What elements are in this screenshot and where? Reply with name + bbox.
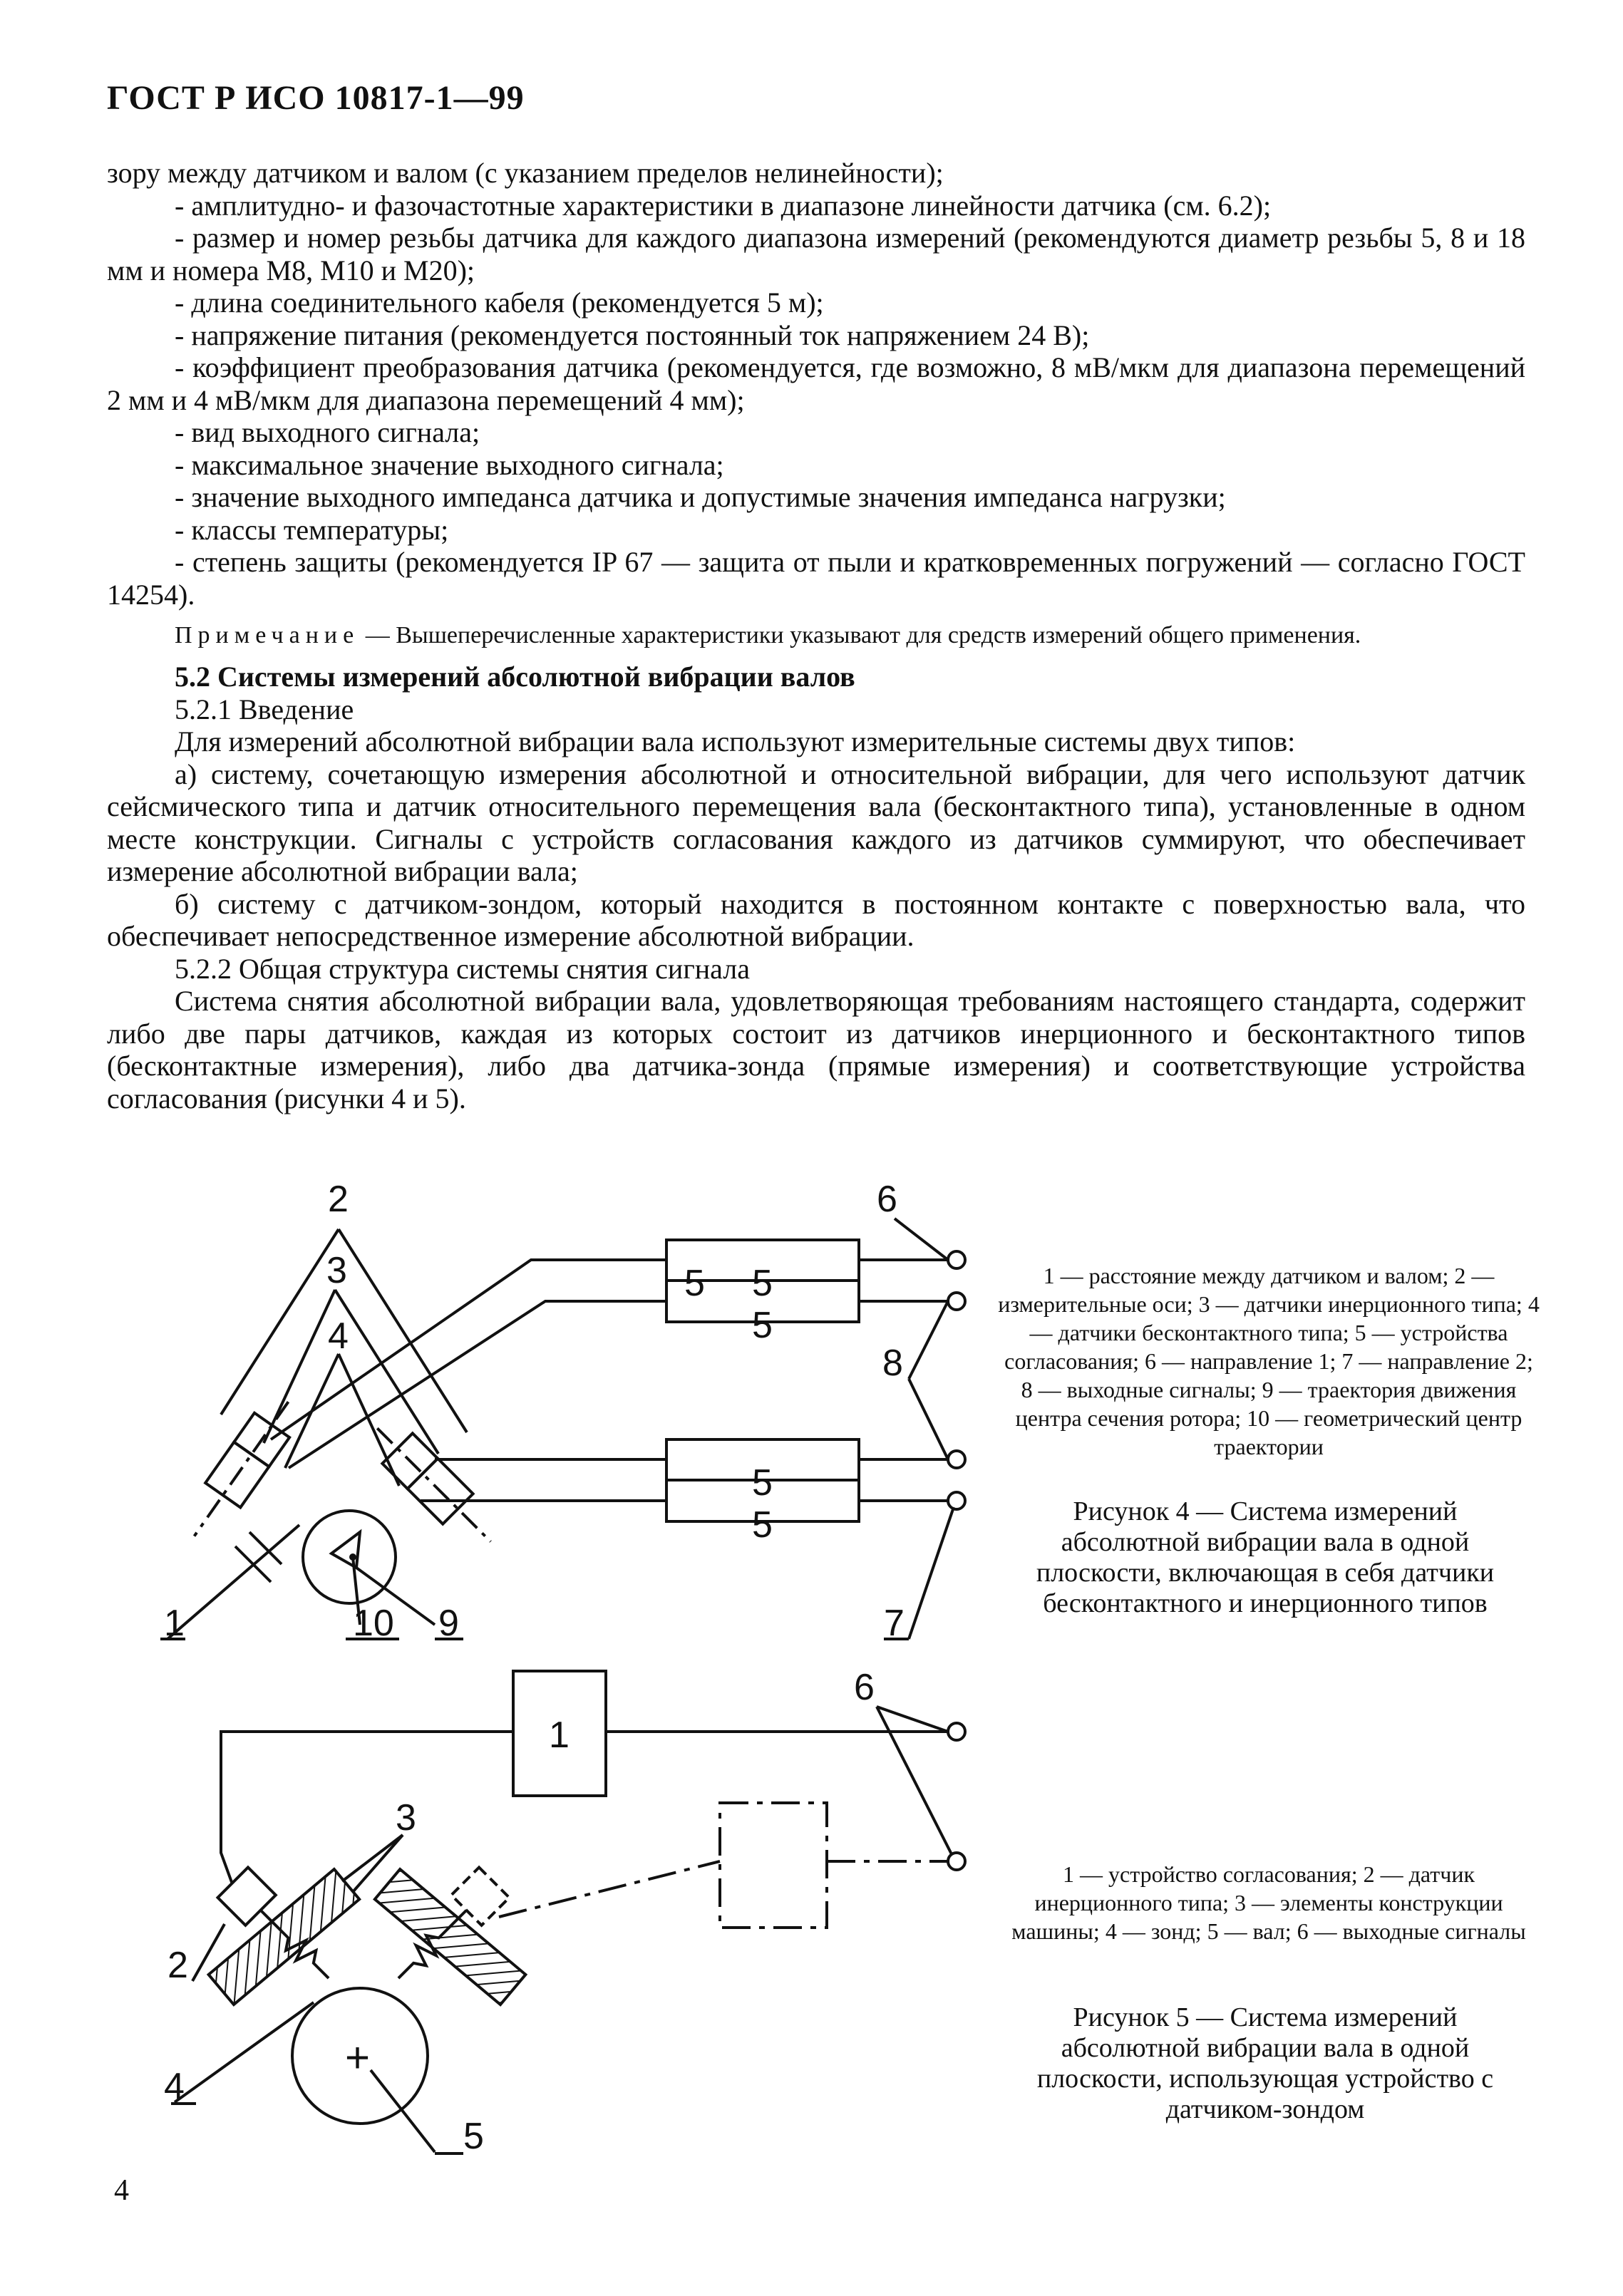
list-item: - вид выходного сигнала; <box>175 416 480 448</box>
label-5: 5 <box>752 1263 773 1304</box>
label-2: 2 <box>328 1179 349 1220</box>
paragraph: Для измерений абсолютной вибрации вала используют измерительные системы двух типов: <box>175 725 1296 757</box>
label-6: 6 <box>877 1179 897 1220</box>
shaft-center-plus: + <box>345 2034 371 2082</box>
page-number: 4 <box>114 2174 129 2207</box>
list-item: - значение выходного импеданса датчика и допустимые значения импеданса нагрузки; <box>175 481 1226 513</box>
text-line: зору между датчиком и валом (с указанием пределов нелинейности); <box>107 157 944 189</box>
label-5: 5 <box>684 1263 705 1304</box>
output-terminal <box>948 1451 965 1468</box>
note-text: — Вышеперечисленные характеристики указывают для средств измерений общего применения. <box>359 622 1361 648</box>
label-5: 5 <box>463 2116 484 2157</box>
paragraph: Система снятия абсолютной вибрации вала, удовлетворяющая требованиям настоящего стандарта, содержит либо две пары датчиков, каждая из которых состоит из датчиков инерционного и бесконтактного типов (бесконтактные измерения), либо два датчика-зонда (прямые измерения) и соответствующие устройства согласования (рисунки 4 и 5). <box>107 985 1525 1115</box>
label-2: 2 <box>168 1945 188 1986</box>
label-6: 6 <box>854 1667 875 1708</box>
label-3: 3 <box>396 1797 416 1839</box>
label-1: 1 <box>549 1715 570 1756</box>
list-item: - максимальное значение выходного сигнала; <box>175 448 724 481</box>
list-item: - степень защиты (рекомендуется IP 67 — защита от пыли и кратковременных погружений — согласно ГОСТ 14254). <box>107 546 1525 611</box>
figure-4-legend: 1 — расстояние между датчиком и валом; 2 — измерительные оси; 3 — датчики инерционного типа; 4 — датчики бесконтактного типа; 5 — устройства согласования; 6 — направление 1; 7 — направление 2; 8 — выходные сигналы; 9 — траектория движения центра сечения ротора; 10 — геометрический центр траектории <box>998 1263 1540 1459</box>
section-heading: 5.2 Системы измерений абсолютной вибрации валов <box>175 661 855 693</box>
output-terminal <box>948 1293 965 1310</box>
label-3: 3 <box>326 1250 347 1291</box>
document-header: ГОСТ Р ИСО 10817-1—99 <box>107 79 525 117</box>
output-terminal <box>948 1492 965 1509</box>
trajectory <box>331 1532 360 1568</box>
label-7: 7 <box>884 1603 905 1644</box>
subsection-heading: 5.2.1 Введение <box>175 693 354 725</box>
label-4: 4 <box>164 2066 185 2107</box>
label-5: 5 <box>752 1462 773 1504</box>
paragraph: а) систему, сочетающую измерения абсолютной и относительной вибрации, для чего используют датчик сейсмического типа и датчик относительного перемещения вала (бесконтактного типа), установленные в одном месте конструкции. Сигналы с устройств согласования каждого из датчиков суммируют, что обеспечивает измерение абсолютной вибрации вала; <box>107 757 1525 887</box>
list-item: - классы температуры; <box>175 513 449 546</box>
subsection-heading: 5.2.2 Общая структура системы снятия сигнала <box>175 952 750 985</box>
paragraph: б) систему с датчиком-зондом, который находится в постоянном контакте с поверхностью вала, что обеспечивает непосредственное измерение абсолютной вибрации. <box>107 887 1525 952</box>
output-terminal <box>948 1251 965 1268</box>
figure-4-caption: Рисунок 4 — Система измерений абсолютной вибрации вала в одной плоскости, включающая в себя датчики бесконтактного и инерционного типов <box>1036 1496 1495 1618</box>
list-item: - размер и номер резьбы датчика для каждого диапазона измерений (рекомендуются диаметр резьбы 5, 8 и 18 мм и номера М8, М10 и М20); <box>107 222 1525 286</box>
list-item: - длина соединительного кабеля (рекомендуется 5 м); <box>175 286 824 319</box>
figure-5-caption: Рисунок 5 — Система измерений абсолютной вибрации вала в одной плоскости, использующая устройство с датчиком-зондом <box>1036 2002 1494 2124</box>
list-item: - напряжение питания (рекомендуется постоянный ток напряжением 24 В); <box>175 319 1090 351</box>
figure-5-legend: 1 — устройство согласования; 2 — датчик инерционного типа; 3 — элементы конструкции машины; 4 — зонд; 5 — вал; 6 — выходные сигналы <box>1011 1861 1526 1944</box>
label-10: 10 <box>353 1603 394 1644</box>
label-9: 9 <box>438 1603 459 1644</box>
label-1: 1 <box>164 1603 185 1644</box>
list-item: - коэффициент преобразования датчика (рекомендуется, где возможно, 8 мВ/мкм для диапазона перемещений 2 мм и 4 мВ/мкм для диапазона перемещений 4 мм); <box>107 351 1525 416</box>
list-item: - амплитудно- и фазочастотные характеристики в диапазоне линейности датчика (см. 6.2); <box>175 189 1272 222</box>
label-5: 5 <box>752 1504 773 1546</box>
label-8: 8 <box>882 1343 903 1384</box>
label-4: 4 <box>328 1315 349 1357</box>
label-5: 5 <box>752 1305 773 1346</box>
note-label: Примечание <box>175 622 360 648</box>
